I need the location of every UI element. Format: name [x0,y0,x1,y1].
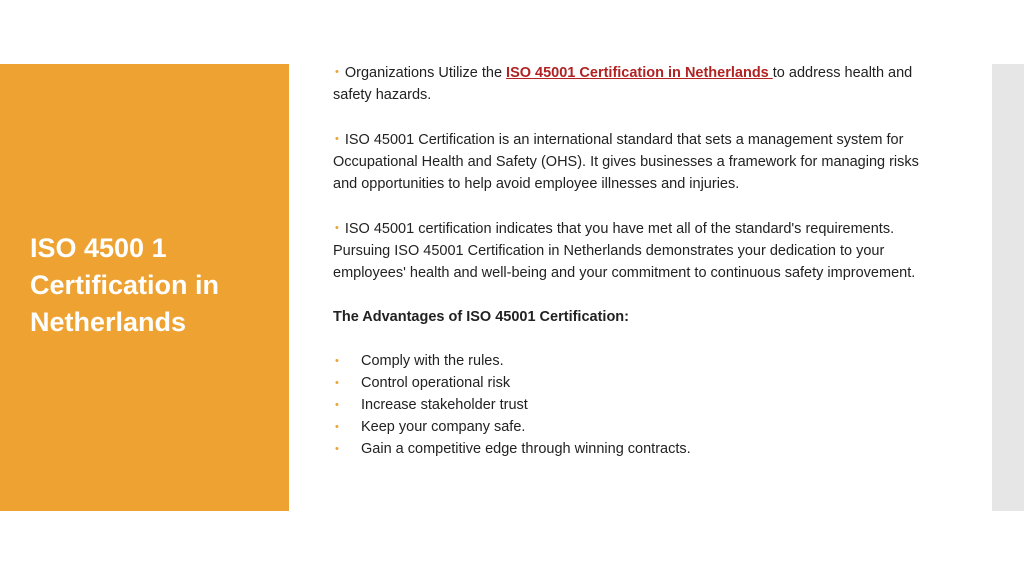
advantages-list [333,350,933,460]
right-decorative-strip [992,64,1024,511]
advantage-text: Gain a competitive edge through winning contracts. [361,441,691,457]
advantage-item [333,416,933,438]
bullet-dot-icon: • [335,421,339,433]
bullet-dot-icon: • [335,222,339,234]
advantage-item [333,438,933,460]
bullet-dot-icon: • [335,377,339,389]
paragraph-utilize-prefix: Organizations Utilize the [344,65,507,81]
slide-title: ISO 4500 1 Certification in Netherlands [30,233,220,337]
paragraph-standard [333,128,933,195]
advantage-text: Keep your company safe. [361,419,526,435]
paragraph-requirements [333,217,933,284]
content-body [333,61,933,460]
advantage-text: Increase stakeholder trust [361,397,528,413]
bullet-dot-icon: • [335,443,339,455]
paragraph-utilize [333,61,933,106]
advantage-text: Comply with the rules. [361,353,504,369]
paragraph-standard-text: ISO 45001 Certification is an international standard that sets a management system for Occupational Health and Safety (OHS). It gives businesses a framework for managing risks and opportunities to help avoid employee illnesses and injuries. [333,132,919,192]
advantages-heading: The Advantages of ISO 45001 Certification: [333,309,629,325]
advantage-item [333,394,933,416]
bullet-dot-icon: • [335,66,339,78]
bullet-dot-icon: • [335,133,339,145]
paragraph-requirements-text: ISO 45001 certification indicates that you have met all of the standard's requirements. Pursuing ISO 45001 Certification in Netherlands demonstrates your dedication to your employees' health and well-being and your commitment to continuous safety improvement. [333,221,916,281]
bullet-dot-icon: • [335,399,339,411]
advantage-item [333,372,933,394]
bullet-dot-icon: • [335,355,339,367]
iso-certification-link[interactable]: ISO 45001 Certification in Netherlands [506,65,773,81]
paragraph-utilize-suffix: to address health and safety hazards. [333,65,913,103]
advantage-item [333,350,933,372]
advantage-text: Control operational risk [361,375,511,391]
